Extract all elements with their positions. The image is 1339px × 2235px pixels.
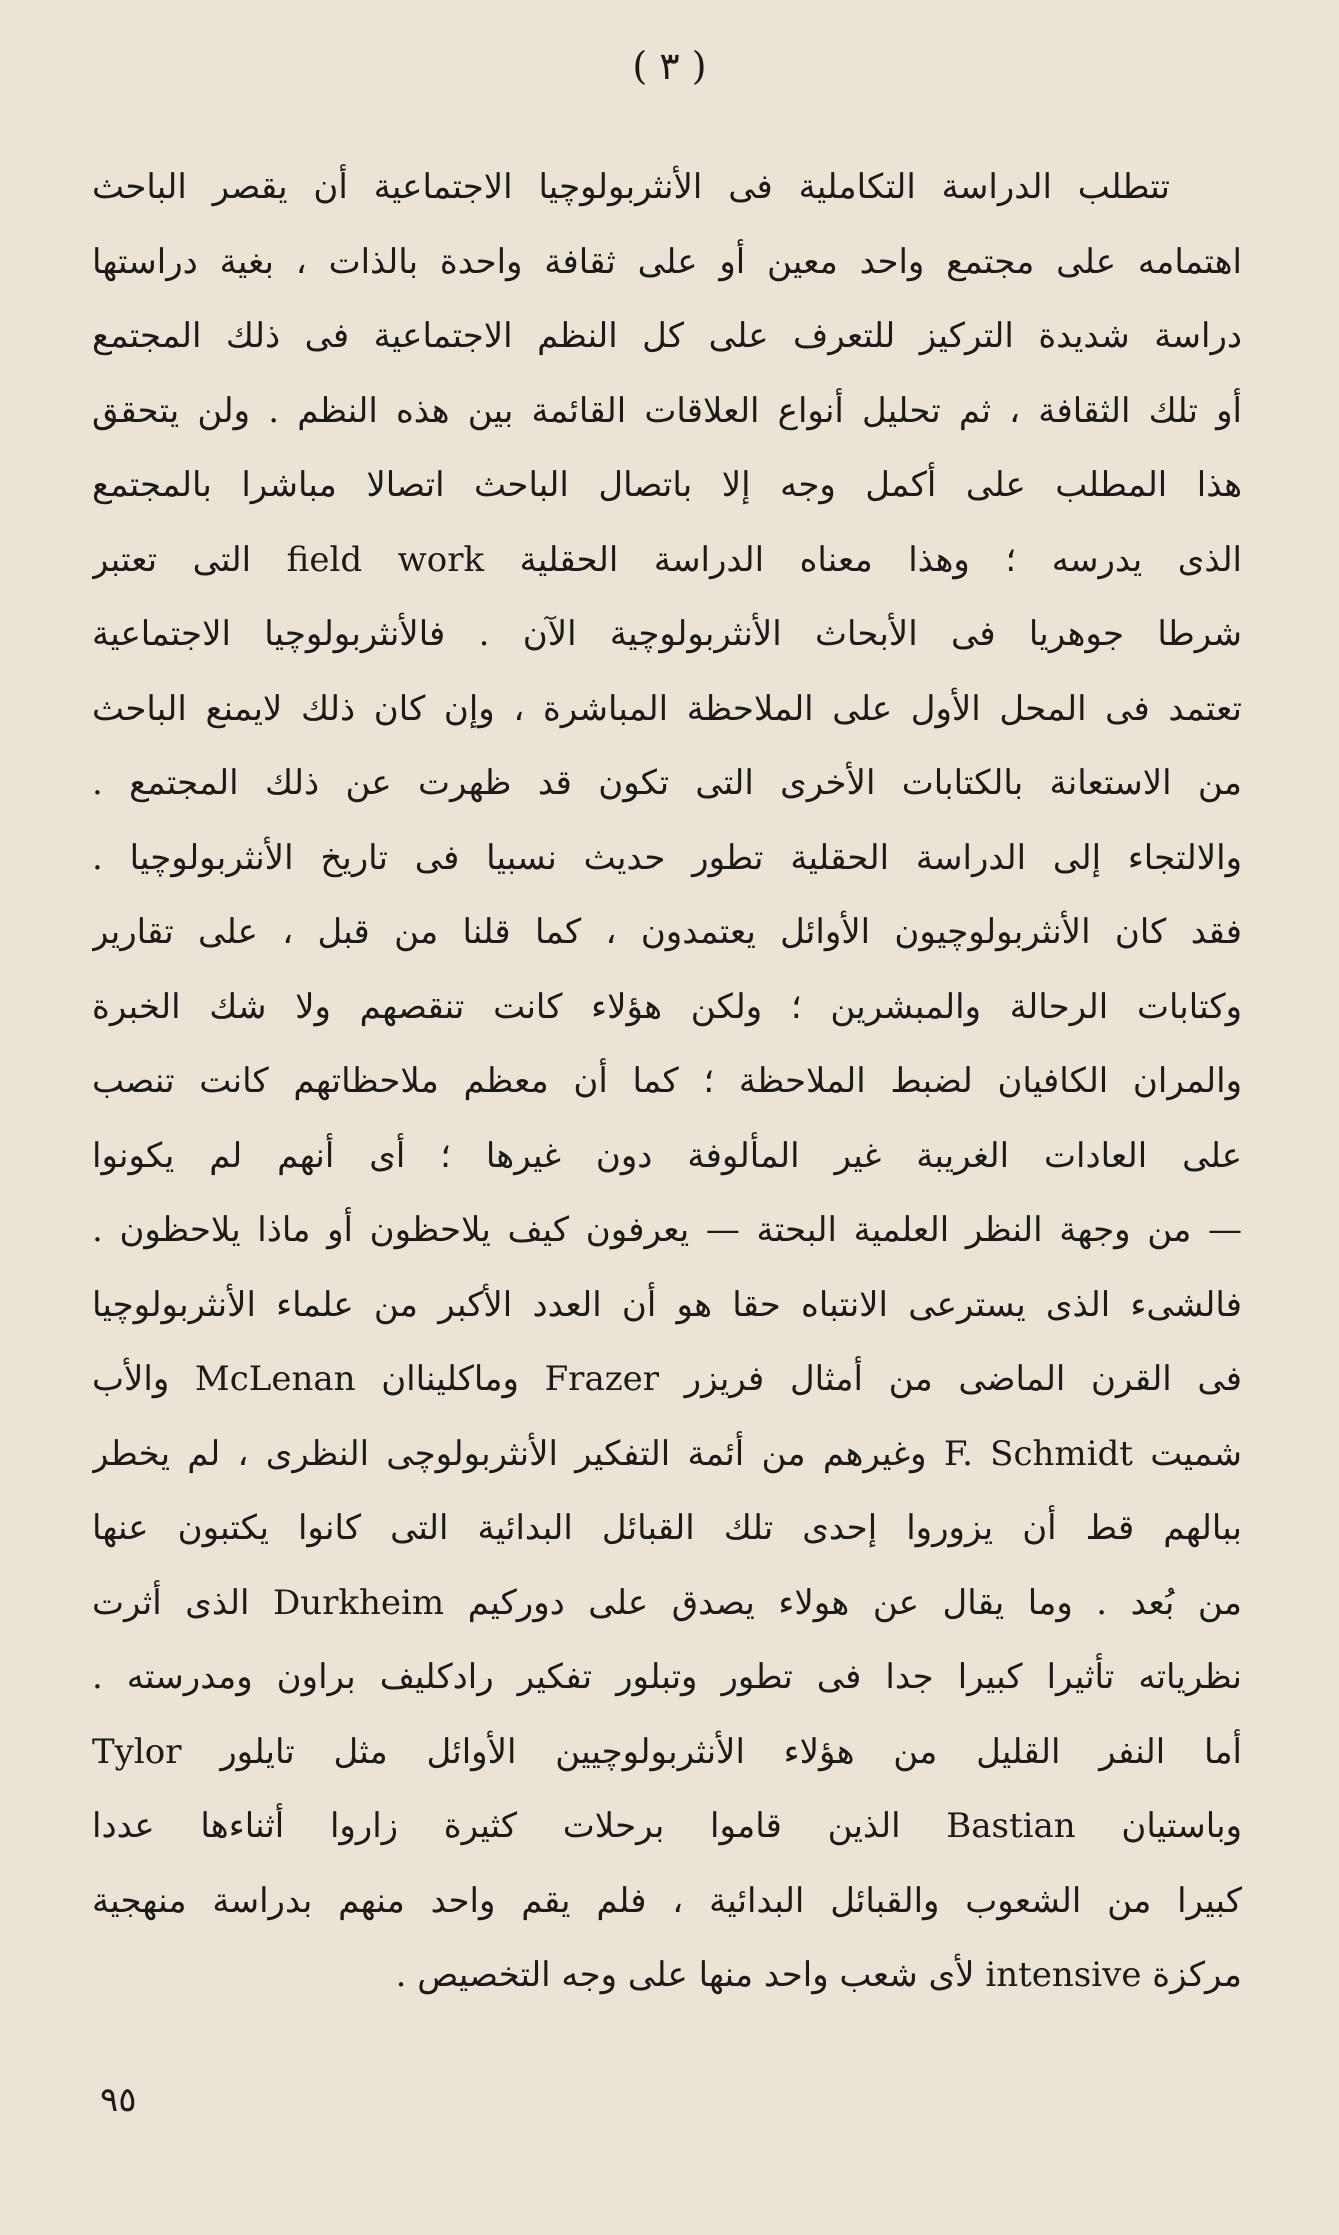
text-line: تعتمد فى المحل الأول على الملاحظة المباشرة ، وإن كان ذلك لايمنع الباحث bbox=[92, 688, 1242, 729]
text-line: هذا المطلب على أكمل وجه إلا باتصال الباحث اتصالا مباشرا بالمجتمع bbox=[92, 465, 1242, 505]
text-line: فى القرن الماضى من أمثال فريزر Frazer وماكليناان McLenan والأب bbox=[92, 1359, 1242, 1399]
text-line: اهتمامه على مجتمع واحد معين أو على ثقافة واحدة بالذات ، بغية دراستها bbox=[92, 241, 1242, 282]
text-line: والمران الكافيان لضبط الملاحظة ؛ كما أن معظم ملاحظاتهم كانت تنصب bbox=[92, 1061, 1242, 1101]
text-line: شرطا جوهريا فى الأبحاث الأنثربولوچية الآن . فالأنثربولوچيا الاجتماعية bbox=[92, 614, 1242, 654]
text-line: وباستيان Bastian الذين قاموا برحلات كثيرة زاروا أثناءها عددا bbox=[92, 1806, 1242, 1846]
page-number: ٩٥ bbox=[100, 2080, 137, 2120]
text-line: أما النفر القليل من هؤلاء الأنثربولوچيين الأوائل مثل تايلور Tylor bbox=[92, 1731, 1242, 1772]
text-line: من بُعد . وما يقال عن هولاء يصدق على دوركيم Durkheim الذى أثرت bbox=[92, 1582, 1242, 1623]
text-line: مركزة intensive لأى شعب واحد منها على وجه التخصيص . bbox=[395, 1955, 1242, 1995]
text-line: دراسة شديدة التركيز للتعرف على كل النظم الاجتماعية فى ذلك المجتمع bbox=[92, 316, 1242, 356]
text-line: كبيرا من الشعوب والقبائل البدائية ، فلم يقم واحد منهم بدراسة منهجية bbox=[92, 1880, 1242, 1921]
text-line: أو تلك الثقافة ، ثم تحليل أنواع العلاقات القائمة بين هذه النظم . ولن يتحقق bbox=[92, 390, 1242, 431]
text-line: على العادات الغريبة غير المألوفة دون غيرها ؛ أى أنهم لم يكونوا bbox=[92, 1135, 1242, 1176]
text-line: تتطلب الدراسة التكاملية فى الأنثربولوچيا الاجتماعية أن يقصر الباحث bbox=[92, 167, 1170, 207]
text-line: فقد كان الأنثربولوچيون الأوائل يعتمدون ، كما قلنا من قبل ، على تقارير bbox=[92, 912, 1242, 952]
text-line: من الاستعانة بالكتابات الأخرى التى تكون قد ظهرت عن ذلك المجتمع . bbox=[92, 763, 1242, 803]
text-line: نظرياته تأثيرا كبيرا جدا فى تطور وتبلور تفكير رادكليف براون ومدرسته . bbox=[92, 1657, 1242, 1697]
chapter-number: ( ٣ ) bbox=[632, 44, 707, 88]
text-line: والالتجاء إلى الدراسة الحقلية تطور حديث نسبيا فى تاريخ الأنثربولوچيا . bbox=[92, 837, 1242, 878]
body-text bbox=[92, 150, 1242, 2013]
text-line: الذى يدرسه ؛ وهذا معناه الدراسة الحقلية field work التى تعتبر bbox=[92, 539, 1242, 580]
text-line: فالشىء الذى يسترعى الانتباه حقا هو أن العدد الأكبر من علماء الأنثربولوچيا bbox=[92, 1284, 1242, 1325]
text-line: ببالهم قط أن يزوروا إحدى تلك القبائل البدائية التى كانوا يكتبون عنها bbox=[92, 1508, 1242, 1548]
text-line: شميت F. Schmidt وغيرهم من أئمة التفكير الأنثربولوچى النظرى ، لم يخطر bbox=[92, 1433, 1242, 1474]
text-line: — من وجهة النظر العلمية البحتة — يعرفون كيف يلاحظون أو ماذا يلاحظون . bbox=[92, 1210, 1242, 1250]
text-line: وكتابات الرحالة والمبشرين ؛ ولكن هؤلاء كانت تنقصهم ولا شك الخبرة bbox=[92, 986, 1242, 1027]
